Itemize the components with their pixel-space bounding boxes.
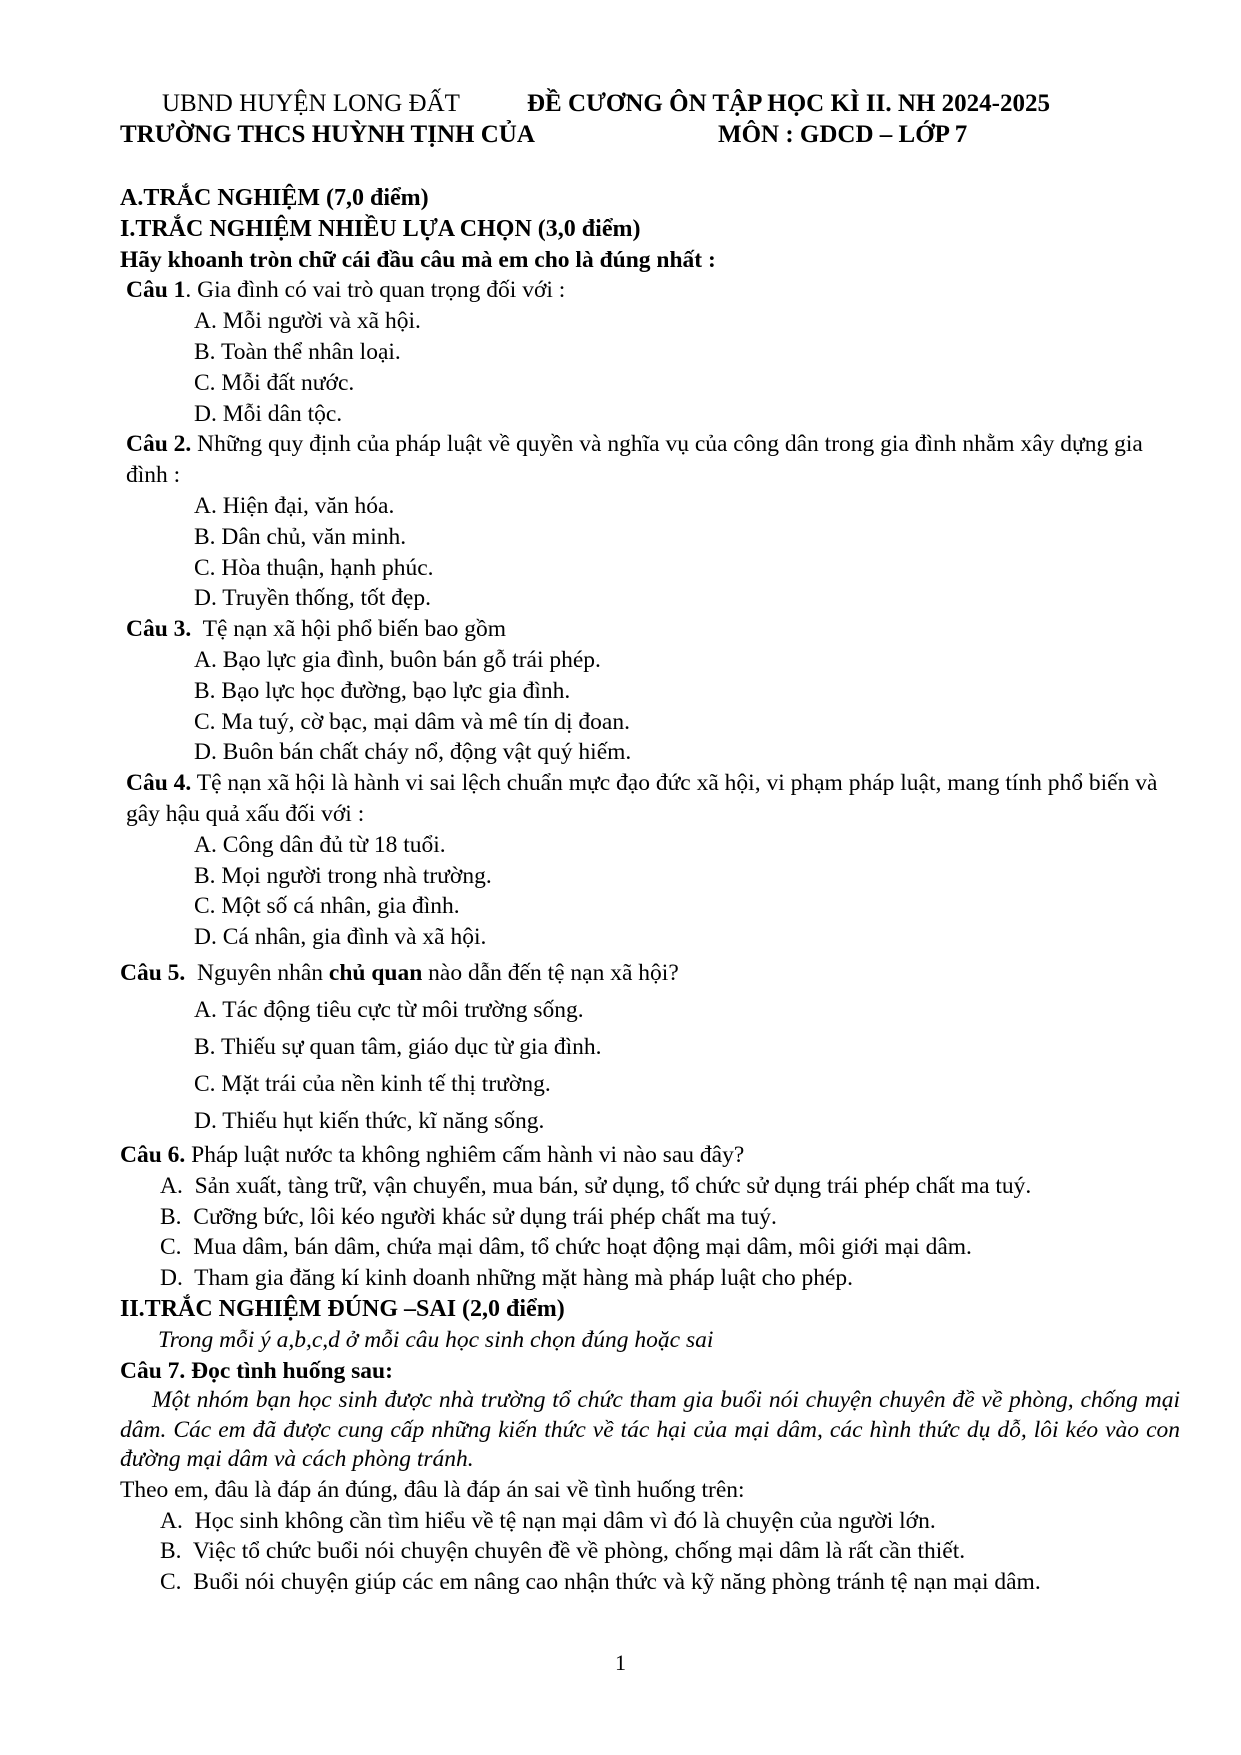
option-d: D. Thiếu hụt kiến thức, kĩ năng sống. [194, 1107, 545, 1134]
option-c [120, 1567, 1160, 1598]
question-label: Câu 6. [120, 1141, 186, 1168]
option-c: C. Hòa thuận, hạnh phúc. [194, 554, 434, 581]
option-d: D. Buôn bán chất cháy nổ, động vật quý hiếm. [194, 739, 632, 766]
question-label: Câu 5. [120, 959, 186, 986]
question-text: Tệ nạn xã hội phổ biến bao gồm [191, 616, 507, 643]
question-text-emphasis: chủ quan [328, 959, 423, 986]
question-5 [120, 953, 1180, 992]
question-1 [120, 275, 1180, 306]
header-left-line1: UBND HUYỆN LONG ĐẤT [162, 90, 460, 117]
section-1-heading: I.TRẮC NGHIỆM NHIỀU LỰA CHỌN (3,0 điểm) [120, 215, 641, 242]
option-a: A. Hiện đại, văn hóa. [194, 492, 395, 519]
option-a: A. Học sinh không cần tìm hiểu về tệ nạn mại dâm vì đó là chuyện của người lớn. [160, 1507, 936, 1534]
option-c: C. Một số cá nhân, gia đình. [194, 893, 460, 920]
header-right-line1: ĐỀ CƯƠNG ÔN TẬP HỌC KÌ II. NH 2024-2025 [527, 90, 1050, 117]
question-text: Nguyên nhân [185, 959, 329, 986]
option-a: A. Công dân đủ từ 18 tuổi. [194, 831, 446, 858]
option-b: B. Dân chủ, văn minh. [194, 523, 407, 550]
option-a: A. Mỗi người và xã hội. [194, 308, 421, 335]
question-label: Câu 3. [126, 616, 192, 643]
question-text: . Gia đình có vai trò quan trọng đối với : [185, 277, 566, 304]
option-b: B. Bạo lực học đường, bạo lực gia đình. [194, 677, 571, 704]
question-4 [120, 768, 1180, 830]
option-a: A. Tác động tiêu cực từ môi trường sống. [194, 996, 584, 1023]
question-2 [120, 429, 1180, 491]
question-text: Pháp luật nước ta không nghiêm cấm hành vi nào sau đây? [185, 1141, 745, 1168]
header-right-line2: MÔN : GDCD – LỚP 7 [718, 121, 968, 148]
question-label: Câu 2. [126, 431, 192, 458]
situation-text: Một nhóm bạn học sinh được nhà trường tổ chức tham gia buổi nói chuyện chuyên đề về phòng, chống mại dâm. Các em đã được cung cấp những kiến thức về tác hại của mại dâm, các hình thức dụ dỗ, lôi kéo vào con đường mại dâm và cách phòng tránh. [120, 1387, 1180, 1473]
question-3 [120, 614, 1180, 645]
option-c: C. Mặt trái của nền kinh tế thị trường. [194, 1070, 551, 1097]
question-7-label: Câu 7. Đọc tình huống sau: [120, 1357, 393, 1384]
question-text: nào dẫn đến tệ nạn xã hội? [422, 959, 679, 986]
option-b: B. Thiếu sự quan tâm, giáo dục từ gia đình. [194, 1033, 602, 1060]
option-d: D. Tham gia đăng kí kinh doanh những mặt hàng mà pháp luật cho phép. [160, 1265, 854, 1292]
instruction-2-text: Trong mỗi ý a,b,c,d ở mỗi câu học sinh chọn đúng hoặc sai [158, 1326, 714, 1353]
section-a-heading: A.TRẮC NGHIỆM (7,0 điểm) [120, 185, 429, 211]
option-c: C. Ma tuý, cờ bạc, mại dâm và mê tín dị đoan. [194, 708, 630, 735]
question-label: Câu 1 [126, 277, 186, 304]
page-number: 1 [615, 1650, 626, 1675]
question-text: Tệ nạn xã hội là hành vi sai lệch chuẩn mực đạo đức xã hội, vi phạm pháp luật, mang tính phổ biến và gây hậu quả xấu đối với : [126, 770, 1158, 827]
option-d: D. Mỗi dân tộc. [194, 400, 343, 427]
question-6 [120, 1140, 1180, 1171]
header-left-line2: TRƯỜNG THCS HUỲNH TỊNH CỦA [120, 121, 535, 148]
option-d: D. Truyền thống, tốt đẹp. [194, 585, 431, 612]
option-c: C. Mỗi đất nước. [194, 369, 355, 396]
option-c-text: C. Buổi nói chuyện giúp các em nâng cao nhận thức và kỹ năng phòng tránh tệ nạn mại dâm. [160, 1569, 1041, 1596]
question-text: Những quy định của pháp luật về quyền và nghĩa vụ của công dân trong gia đình nhằm xây dựng gia đình : [126, 431, 1143, 489]
option-a: A. Sản xuất, tàng trữ, vận chuyển, mua bán, sử dụng, tổ chức sử dụng trái phép chất ma tuý. [160, 1172, 1032, 1199]
document-body [120, 183, 1180, 1598]
option-d: D. Cá nhân, gia đình và xã hội. [194, 924, 487, 951]
option-b: B. Toàn thể nhân loại. [194, 338, 401, 365]
question-label: Câu 4. [126, 770, 192, 797]
option-b: B. Mọi người trong nhà trường. [194, 862, 492, 889]
section-2-heading: II.TRẮC NGHIỆM ĐÚNG –SAI (2,0 điểm) [120, 1295, 565, 1322]
option-b: B. Việc tổ chức buổi nói chuyện chuyên đề về phòng, chống mại dâm là rất cần thiết. [160, 1538, 966, 1565]
option-b: B. Cưỡng bức, lôi kéo người khác sử dụng trái phép chất ma tuý. [160, 1203, 777, 1230]
option-a: A. Bạo lực gia đình, buôn bán gỗ trái phép. [194, 646, 601, 673]
instruction-text: Hãy khoanh tròn chữ cái đầu câu mà em cho là đúng nhất : [120, 246, 716, 273]
option-c: C. Mua dâm, bán dâm, chứa mại dâm, tổ chức hoạt động mại dâm, môi giới mại dâm. [160, 1234, 972, 1261]
question-7-prompt: Theo em, đâu là đáp án đúng, đâu là đáp án sai về tình huống trên: [120, 1476, 745, 1503]
